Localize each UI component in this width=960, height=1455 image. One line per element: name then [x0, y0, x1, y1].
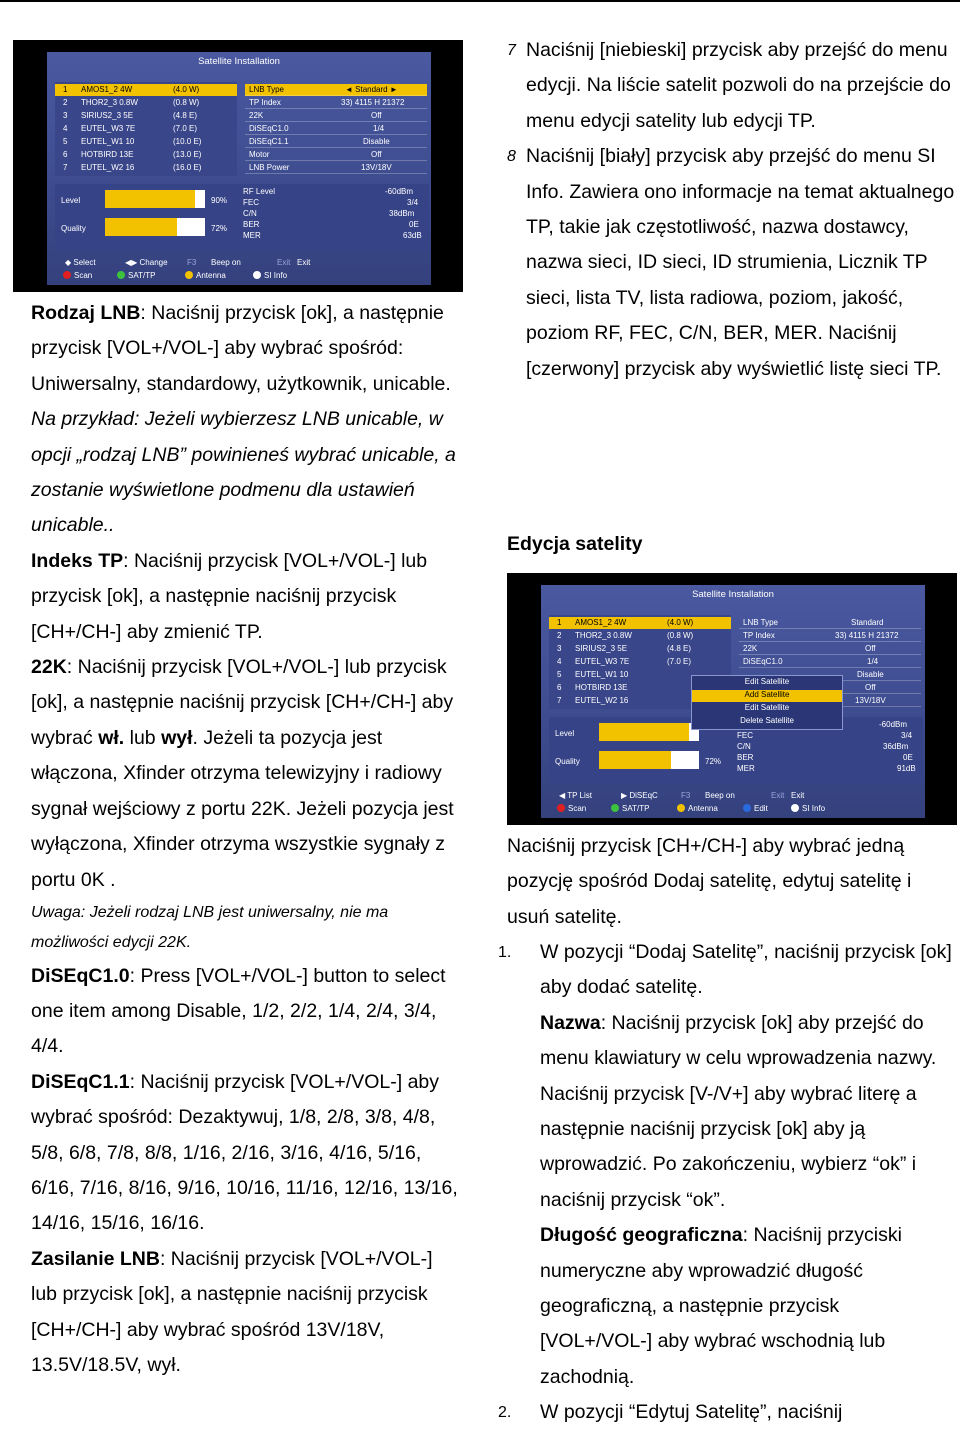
- 22k-term: 22K: [31, 656, 67, 679]
- diseqc10-term: DiSEqC1.0: [31, 964, 130, 987]
- mer-value: 63dB: [403, 231, 422, 240]
- ber-value: 0E: [903, 753, 913, 762]
- list-item[interactable]: 5 EUTEL_W1 10: [557, 670, 629, 679]
- quality-bar: [105, 218, 205, 236]
- beep-hint: Beep on: [211, 258, 241, 267]
- tp-index-term: Indeks TP: [31, 549, 124, 572]
- fec-label: FEC: [737, 731, 753, 740]
- section-heading: Edycja satelity: [507, 533, 643, 555]
- green-key-icon: [611, 804, 619, 812]
- osd-screen: [47, 52, 431, 285]
- list-item[interactable]: 7 EUTEL_W2 16: [557, 696, 629, 705]
- param-diseqc11[interactable]: DiSEqC1.1 Disable: [245, 136, 427, 148]
- param-22k[interactable]: 22K Off: [245, 110, 427, 122]
- cn-label: C/N: [737, 742, 751, 751]
- level-bar: [105, 190, 205, 208]
- quality-value: 72%: [705, 757, 722, 766]
- ber-value: 0E: [409, 220, 419, 229]
- exit-key: Exit: [277, 258, 291, 267]
- list-item[interactable]: 1 AMOS1_2 4W (4.0 W): [55, 84, 237, 96]
- rf-level-value: -60dBm: [879, 720, 908, 729]
- right-column: [507, 33, 957, 387]
- quality-label: Quality: [555, 757, 580, 766]
- ber-label: BER: [243, 220, 260, 229]
- list-item[interactable]: 6 HOTBIRD 13E: [557, 683, 628, 692]
- list-item[interactable]: 5 EUTEL_W1 10 (10.0 E): [63, 137, 202, 146]
- edit-hint: Edit: [743, 804, 768, 813]
- param-lnb-type[interactable]: LNB Type ◄ Standard ►: [245, 84, 427, 96]
- signal-panel: [55, 184, 429, 250]
- satellite-list: [55, 82, 237, 176]
- param-tp-index[interactable]: TP Index 33) 4115 H 21372: [245, 97, 427, 109]
- cn-label: C/N: [243, 209, 257, 218]
- list-item[interactable]: 2 THOR2_3 0.8W (0.8 W): [557, 631, 694, 640]
- level-label: Level: [61, 196, 81, 205]
- list-item-7: 7 Naciśnij [niebieski] przycisk aby przejść do menu edycji. Na liście satelit pozwoli do na przejście do menu edycji satelity lub edycji TP.: [507, 39, 951, 132]
- param-diseqc10[interactable]: DiSEqC1.0 1/4: [739, 656, 921, 668]
- param-diseqc11[interactable]: Disable: [739, 669, 921, 681]
- lnb-type-section: Rodzaj LNB: Naciśnij przycisk [ok], a następnie przycisk [VOL+/VOL-] aby wybrać spośród: Uniwersalny, standardowy, użytkownik, unicable.: [31, 302, 451, 395]
- white-key-icon: [791, 804, 799, 812]
- ber-label: BER: [737, 753, 754, 762]
- list-item-8: 8 Naciśnij [biały] przycisk aby przejść do menu SI Info. Zawiera ono informacje na temat aktualnego TP, takie jak częstotliwość, nazwa dostawcy, nazwa sieci, ID sieci, ID strumienia, Licznik TP sieci, lista TV, lista radiowa, poziom, jakość, poziom RF, FEC, C/N, BER, MER. Naciśnij [czerwony] przycisk aby wyświetlić listę sieci TP.: [507, 145, 955, 380]
- step-2: 2. W pozycji “Edytuj Satelitę”, naciśnij: [498, 1401, 843, 1424]
- quality-bar: [599, 751, 699, 769]
- cn-value: 38dBm: [389, 209, 415, 218]
- osd-screen: [541, 585, 925, 818]
- add-satellite-option[interactable]: Add Satellite: [692, 690, 842, 702]
- red-key-icon: [557, 804, 565, 812]
- edit-satellite-option[interactable]: Edit Satellite: [744, 703, 790, 712]
- list-item[interactable]: 4 EUTEL_W3 7E (7.0 E): [63, 124, 198, 133]
- lnb-example: Na przykład: Jeżeli wybierzesz LNB unicable, w opcji „rodzaj LNB” powinieneś wybrać unicable, a zostanie wyświetlone podmenu dla ustawień unicable..: [31, 408, 456, 537]
- list-item[interactable]: 2 THOR2_3 0.8W (0.8 W): [63, 98, 200, 107]
- param-motor[interactable]: Off: [739, 682, 921, 694]
- screen-title: Satellite Installation: [198, 56, 280, 67]
- lnb-params: [245, 82, 427, 176]
- beep-hint: Beep on: [705, 791, 735, 800]
- tp-index-section: Indeks TP: Naciśnij przycisk [VOL+/VOL-] lub przycisk [ok], a następnie naciśnij przycisk [CH+/CH-] aby zmienić TP.: [31, 549, 428, 643]
- tplist-hint: ◀ TP List: [559, 791, 592, 800]
- diseqc11-term: DiSEqC1.1: [31, 1070, 130, 1093]
- yellow-key-icon: [185, 271, 193, 279]
- edit-satellite-popup: [691, 675, 843, 730]
- top-rule: [0, 0, 960, 2]
- param-motor[interactable]: Motor Off: [245, 149, 427, 161]
- siinfo-hint: SI Info: [791, 804, 825, 813]
- diseqc10-section: DiSEqC1.0: Press [VOL+/VOL-] button to select one item among Disable, 1/2, 2/2, 1/4, 2/4, 3/4, 4/4.: [31, 964, 446, 1058]
- 22k-note: Uwaga: Jeżeli rodzaj LNB jest uniwersalny, nie ma możliwości edycji 22K.: [31, 903, 389, 952]
- list-item[interactable]: 1 AMOS1_2 4W (4.0 W): [549, 617, 731, 629]
- param-diseqc10[interactable]: DiSEqC1.0 1/4: [245, 123, 427, 135]
- quality-value: 72%: [211, 224, 228, 233]
- quality-label: Quality: [61, 224, 86, 233]
- param-22k[interactable]: 22K Off: [739, 643, 921, 655]
- scan-hint: Scan: [557, 804, 586, 813]
- diseqc-hint: ▶ DiSEqC: [621, 791, 658, 800]
- fec-value: 3/4: [901, 731, 913, 740]
- yellow-key-icon: [677, 804, 685, 812]
- param-lnb-type[interactable]: LNB Type Standard: [739, 617, 921, 629]
- f3-key: F3: [681, 791, 691, 800]
- level-label: Level: [555, 729, 575, 738]
- step-1: 1. W pozycji “Dodaj Satelitę”, naciśnij przycisk [ok] aby dodać satelitę.: [498, 941, 952, 999]
- cn-value: 36dBm: [883, 742, 909, 751]
- longitude-field-desc: Długość geograficzna: Naciśnij przyciski numeryczne aby wprowadzić długość geograficzną, a następnie przycisk [VOL+/VOL-] aby wybrać wschodnią lub zachodnią.: [540, 1224, 902, 1388]
- select-hint: ◆ Select: [65, 258, 96, 267]
- green-key-icon: [117, 271, 125, 279]
- param-lnb-power[interactable]: LNB Power 13V/18V: [245, 162, 427, 174]
- exit-hint: Exit: [297, 258, 311, 267]
- scan-hint: Scan: [63, 271, 92, 280]
- rf-level-value: -60dBm: [385, 187, 414, 196]
- sattp-hint: SAT/TP: [611, 804, 649, 813]
- red-key-icon: [63, 271, 71, 279]
- edit-satellite-intro: Naciśnij przycisk [CH+/CH-] aby wybrać jedną pozycję spośród Dodaj satelitę, edytuj satelitę i usuń satelitę.: [507, 835, 912, 928]
- level-value: 90%: [211, 196, 228, 205]
- sattp-hint: SAT/TP: [117, 271, 155, 280]
- antenna-hint: Antenna: [677, 804, 718, 813]
- lnb-power-term: Zasilanie LNB: [31, 1247, 160, 1270]
- siinfo-hint: SI Info: [253, 271, 287, 280]
- diseqc11-section: DiSEqC1.1: Naciśnij przycisk [VOL+/VOL-] aby wybrać spośród: Dezaktywuj, 1/8, 2/8, 3/8, 4/8, 5/8, 6/8, 7/8, 8/8, 1/16, 2/16, 3/16, 4/16, 5/16, 6/16, 7/16, 8/16, 9/16, 10/16, 11/16, 12/16, 13/16, 14/16, 15/16, 16/16.: [31, 1070, 458, 1235]
- exit-hint: Exit: [791, 791, 805, 800]
- param-lnb-power[interactable]: 13V/18V: [739, 695, 921, 707]
- list-item[interactable]: 7 EUTEL_W2 16 (16.0 E): [63, 163, 202, 172]
- blue-key-icon: [743, 804, 751, 812]
- 22k-section: 22K: Naciśnij przycisk [VOL+/VOL-] lub przycisk [ok], a następnie naciśnij przycisk [CH+/CH-] aby wybrać wł. lub wył. Jeżeli ta pozycja jest włączona, Xfinder otrzyma telewizyjny i radiowy sygnał wejściowy z portu 22K. Jeżeli pozycja jest wyłączona, Xfinder otrzyma wszystkie sygnały z portu 0K .: [31, 656, 454, 891]
- fec-value: 3/4: [407, 198, 419, 207]
- level-bar: [599, 723, 699, 741]
- antenna-hint: Antenna: [185, 271, 226, 280]
- lnb-power-section: Zasilanie LNB: Naciśnij przycisk [VOL+/VOL-] lub przycisk [ok], a następnie naciśnij przycisk [CH+/CH-] aby wybrać spośród 13V/18V, 13.5V/18.5V, wył.: [31, 1247, 433, 1376]
- steps-list: [496, 935, 956, 1431]
- popup-title: Edit Satellite: [744, 677, 790, 686]
- fec-label: FEC: [243, 198, 259, 207]
- list-item[interactable]: 4 EUTEL_W3 7E (7.0 E): [557, 657, 692, 666]
- rf-level-label: RF Level: [243, 187, 276, 196]
- edit-satellite-screenshot: [507, 573, 957, 825]
- list-item[interactable]: 3 SIRIUS2_3 5E (4.8 E): [557, 644, 692, 653]
- mer-label: MER: [243, 231, 261, 240]
- exit-key: Exit: [771, 791, 785, 800]
- change-hint: ◀▶ Change: [125, 258, 168, 267]
- name-field-desc: Nazwa: Naciśnij przycisk [ok] aby przejść do menu klawiatury w celu wprowadzenia nazwy. Naciśnij przycisk [V-/V+] aby wybrać literę a następnie naciśnij przycisk [ok] aby ją wprowadzić. Po zakończeniu, wybierz “ok” i naciśnij przycisk “ok”.: [540, 1011, 937, 1211]
- satellite-installation-screenshot: [13, 40, 463, 292]
- left-column: [31, 296, 461, 1383]
- list-item[interactable]: 3 SIRIUS2_3 5E (4.8 E): [63, 111, 198, 120]
- white-key-icon: [253, 271, 261, 279]
- param-tp-index[interactable]: TP Index 33) 4115 H 21372: [739, 630, 921, 642]
- delete-satellite-option[interactable]: Delete Satellite: [740, 716, 794, 725]
- mer-label: MER: [737, 764, 755, 773]
- list-item[interactable]: 6 HOTBIRD 13E (13.0 E): [63, 150, 202, 159]
- screen-title: Satellite Installation: [692, 589, 774, 600]
- f3-key: F3: [187, 258, 197, 267]
- mer-value: 91dB: [897, 764, 916, 773]
- lnb-type-term: Rodzaj LNB: [31, 302, 141, 324]
